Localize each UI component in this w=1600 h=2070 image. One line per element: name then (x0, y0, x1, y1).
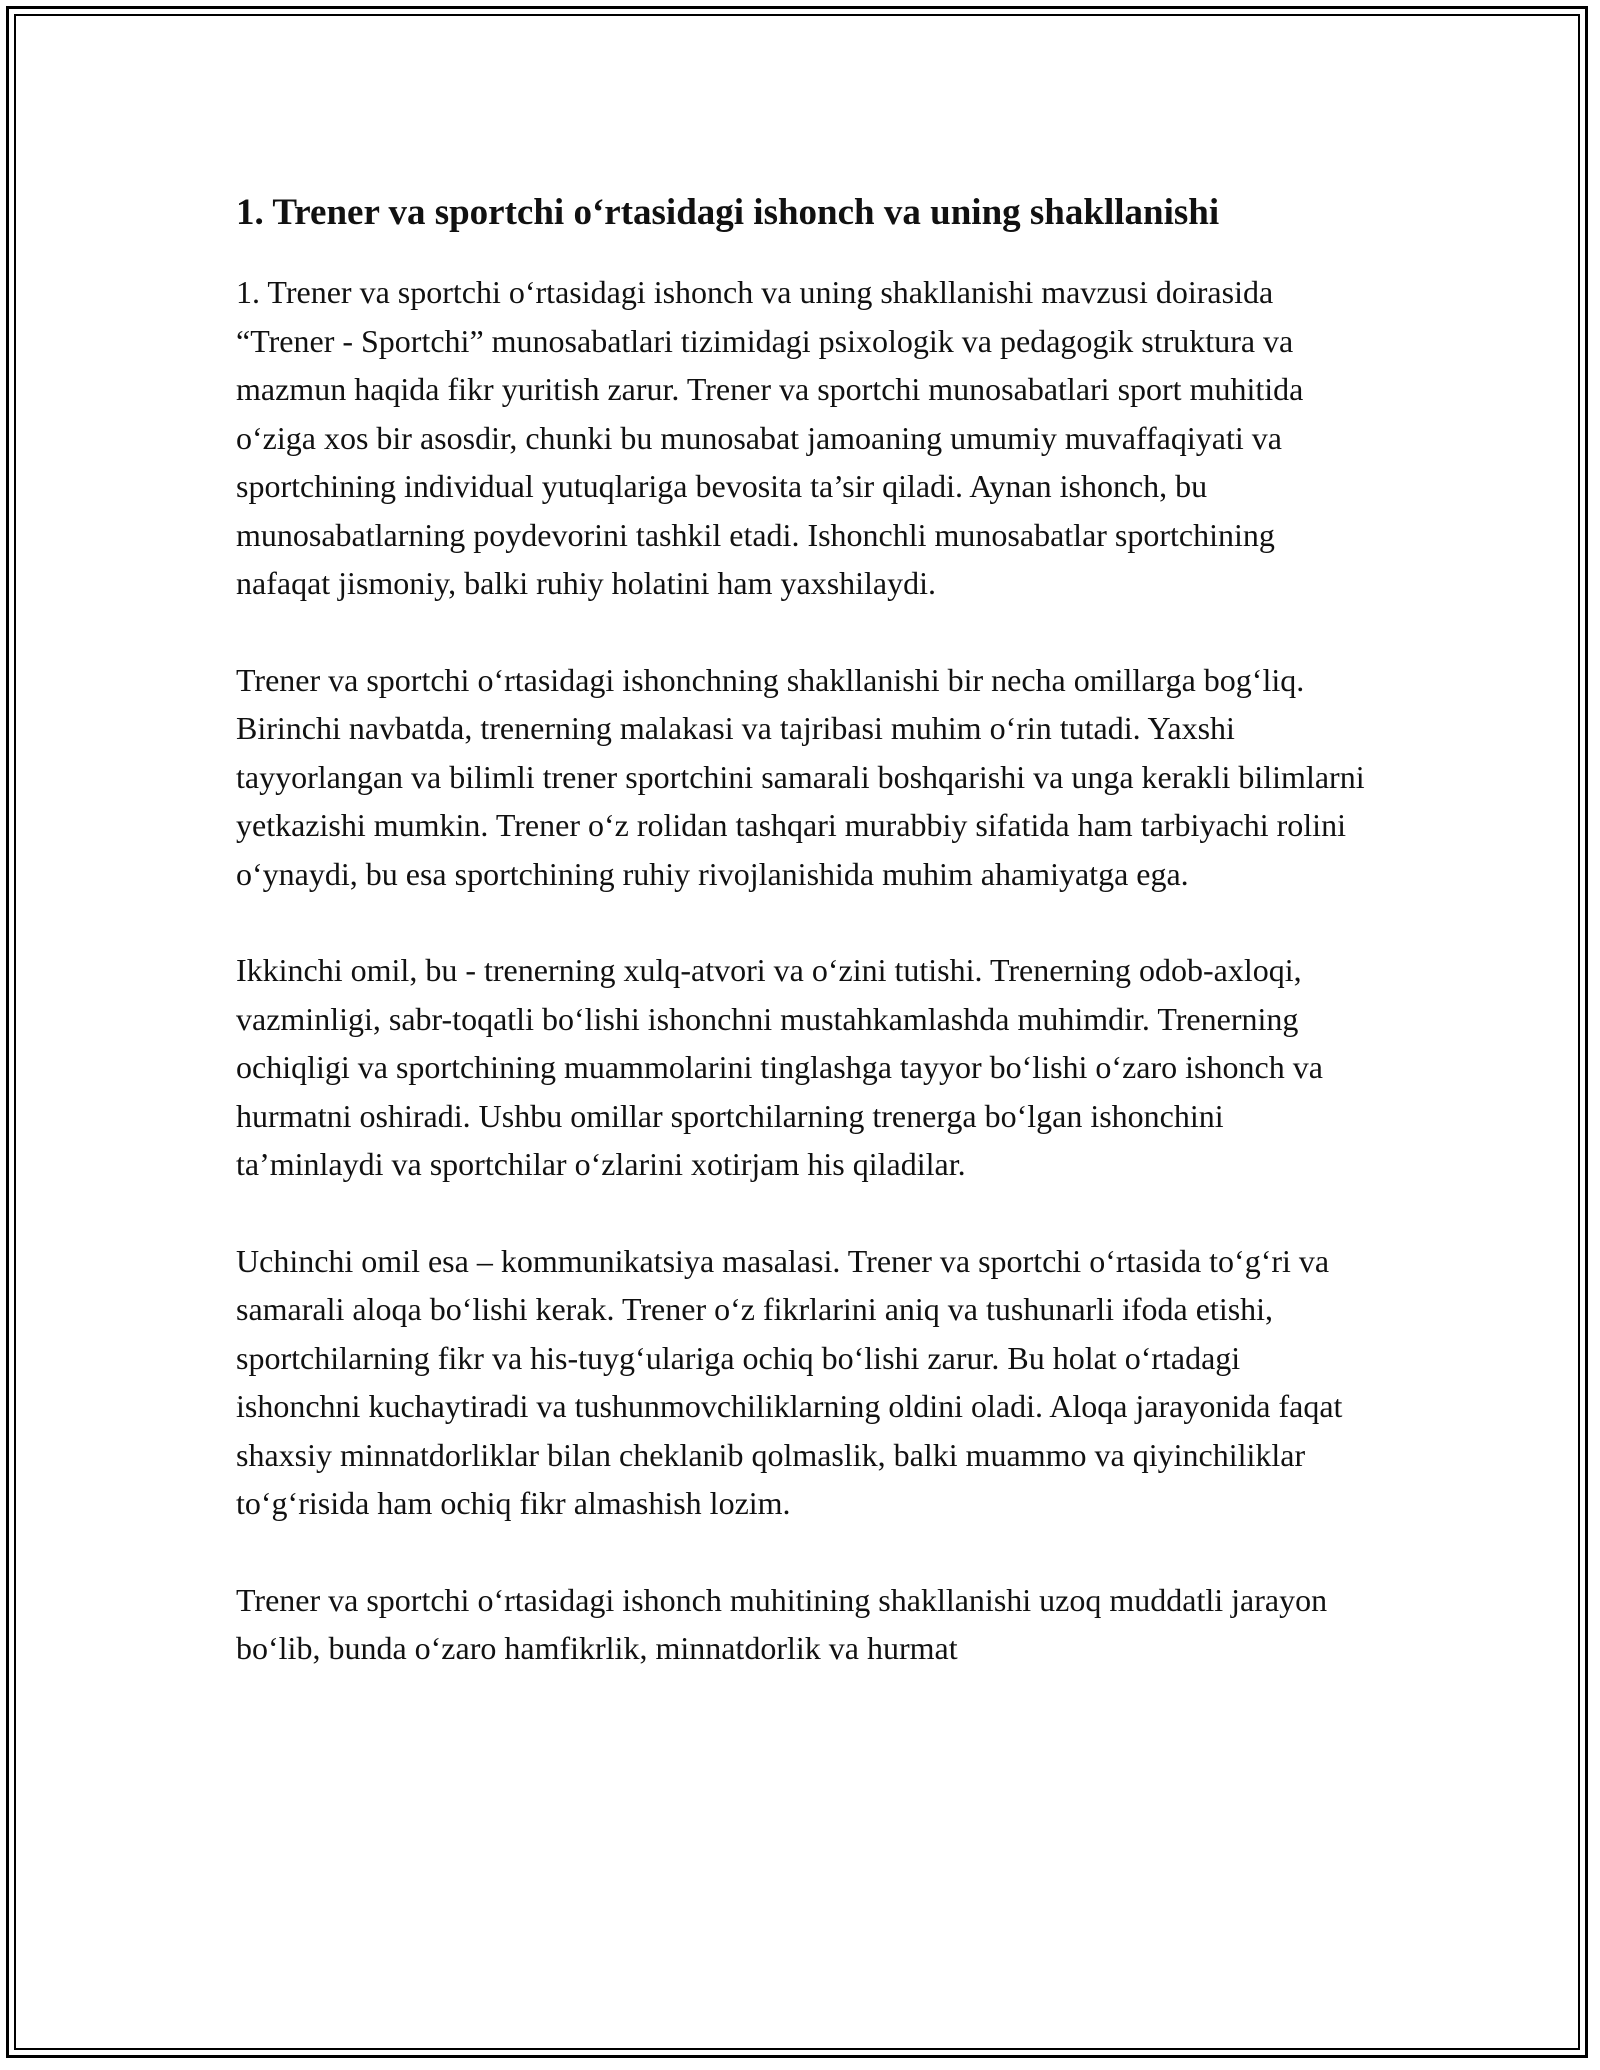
paragraph-conclusion: Trener va sportchi o‘rtasidagi ishonch muhitining shakllanishi uzoq muddatli jarayon bo‘lib, bunda o‘zaro hamfikrlik, minnatdorlik va hurmat (236, 1581, 1328, 1666)
paragraph-second-factor: Ikkinchi omil, bu - trenerning xulq-atvori va o‘zini tutishi. Trenerning odob-axloqi, vazminligi, sabr-toqatli bo‘lishi ishonchni mustahkamlashda muhimdir. Trenerning ochiqligi va sportchining muammolarini tinglashga tayyor bo‘lishi o‘zaro ishonch va hurmatni oshiradi. Ushbu omillar sportchilarning trenerga bo‘lgan ishonchini ta’minlaydi va sportchilar o‘zlarini xotirjam his qiladilar. (236, 952, 1323, 1182)
paragraph-intro: 1. Trener va sportchi o‘rtasidagi ishonch va uning shakllanishi mavzusi doirasida “Trener - Sportchi” munosabatlari tizimidagi psixologik va pedagogik struktura va mazmun haqida fikr yuritish zarur. Trener va sportchi munosabatlari sport muhitida o‘ziga xos bir asosdir, chunki bu munosabat jamoaning umumiy muvaffaqiyati va sportchining individual yutuqlariga bevosita ta’sir qiladi. Aynan ishonch, bu munosabatlarning poydevorini tashkil etadi. Ishonchli munosabatlar sportchining nafaqat jismoniy, balki ruhiy holatini ham yaxshilaydi. (236, 274, 1304, 601)
document-body (236, 184, 1366, 1721)
section-heading: 1. Trener va sportchi o‘rtasidagi ishonch va uning shakllanishi (236, 192, 1220, 233)
paragraph-first-factor: Trener va sportchi o‘rtasidagi ishonchning shakllanishi bir necha omillarga bog‘liq. Birinchi navbatda, trenerning malakasi va tajribasi muhim o‘rin tutadi. Yaxshi tayyorlangan va bilimli trener sportchini samarali boshqarishi va unga kerakli bilimlarni yetkazishi mumkin. Trener o‘z rolidan tashqari murabbiy sifatida ham tarbiyachi rolini o‘ynaydi, bu esa sportchining ruhiy rivojlanishida muhim ahamiyatga ega. (236, 661, 1365, 892)
paragraph-third-factor: Uchinchi omil esa – kommunikatsiya masalasi. Trener va sportchi o‘rtasida to‘g‘ri va samarali aloqa bo‘lishi kerak. Trener o‘z fikrlarini aniq va tushunarli ifoda etishi, sportchilarning fikr va his-tuyg‘ulariga ochiq bo‘lishi zarur. Bu holat o‘rtadagi ishonchni kuchaytiradi va tushunmovchiliklarning oldini oladi. Aloqa jarayonida faqat shaxsiy minnatdorliklar bilan cheklanib qolmaslik, balki muammo va qiyinchiliklar to‘g‘risida ham ochiq fikr almashish lozim. (236, 1242, 1343, 1521)
